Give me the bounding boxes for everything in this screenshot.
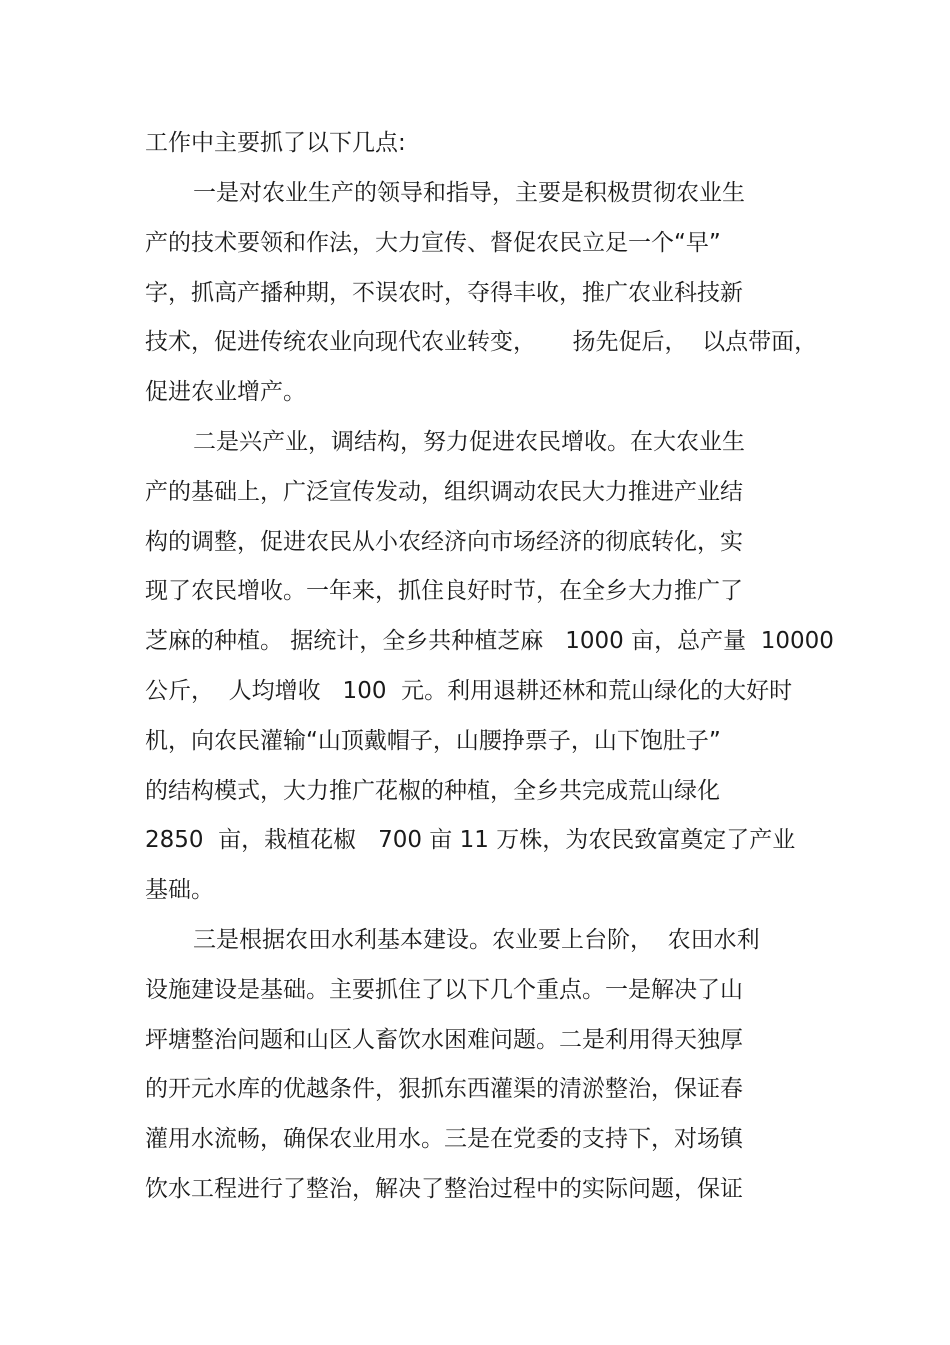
text-line: 技术，促进传统农业向现代农业转变， 扬先促后， 以点带面，: [145, 329, 818, 355]
text-line: 工作中主要抓了以下几点:: [145, 130, 406, 156]
text-line: 坪塘整治问题和山区人畜饮水困难问题。二是利用得天独厚: [145, 1027, 743, 1053]
text-line: 一是对农业生产的领导和指导，主要是积极贯彻农业生: [193, 180, 745, 206]
text-line: 的开元水库的优越条件，狠抓东西灌渠的清淤整治，保证春: [145, 1076, 743, 1102]
text-line: 二是兴产业，调结构，努力促进农民增收。在大农业生: [193, 429, 745, 455]
text-line: 产的技术要领和作法，大力宣传、督促农民立足一个“早”: [145, 230, 721, 256]
text-line: 设施建设是基础。主要抓住了以下几个重点。一是解决了山: [145, 977, 743, 1003]
text-line: 芝麻的种植。 据统计，全乡共种植芝麻 1000 亩，总产量 10000: [145, 628, 834, 654]
text-line: 字，抓高产播种期，不误农时，夺得丰收，推广农业科技新: [145, 280, 743, 306]
text-line: 2850 亩，栽植花椒 700 亩 11 万株，为农民致富奠定了产业: [145, 827, 796, 853]
text-line: 灌用水流畅，确保农业用水。三是在党委的支持下，对场镇: [145, 1126, 743, 1152]
text-line: 三是根据农田水利基本建设。农业要上台阶， 农田水利: [193, 927, 760, 953]
text-line: 基础。: [145, 877, 214, 903]
text-line: 促进农业增产。: [145, 379, 306, 405]
text-line: 产的基础上，广泛宣传发动，组织调动农民大力推进产业结: [145, 479, 743, 505]
text-line: 公斤， 人均增收 100 元。利用退耕还林和荒山绿化的大好时: [145, 678, 793, 704]
text-line: 构的调整，促进农民从小农经济向市场经济的彻底转化，实: [145, 529, 743, 555]
text-line: 机，向农民灌输“山顶戴帽子，山腰挣票子，山下饱肚子”: [145, 728, 721, 754]
text-line: 饮水工程进行了整治，解决了整治过程中的实际问题，保证: [145, 1176, 743, 1202]
text-line: 现了农民增收。一年来，抓住良好时节，在全乡大力推广了: [145, 578, 743, 604]
text-line: 的结构模式，大力推广花椒的种植，全乡共完成荒山绿化: [145, 778, 720, 804]
